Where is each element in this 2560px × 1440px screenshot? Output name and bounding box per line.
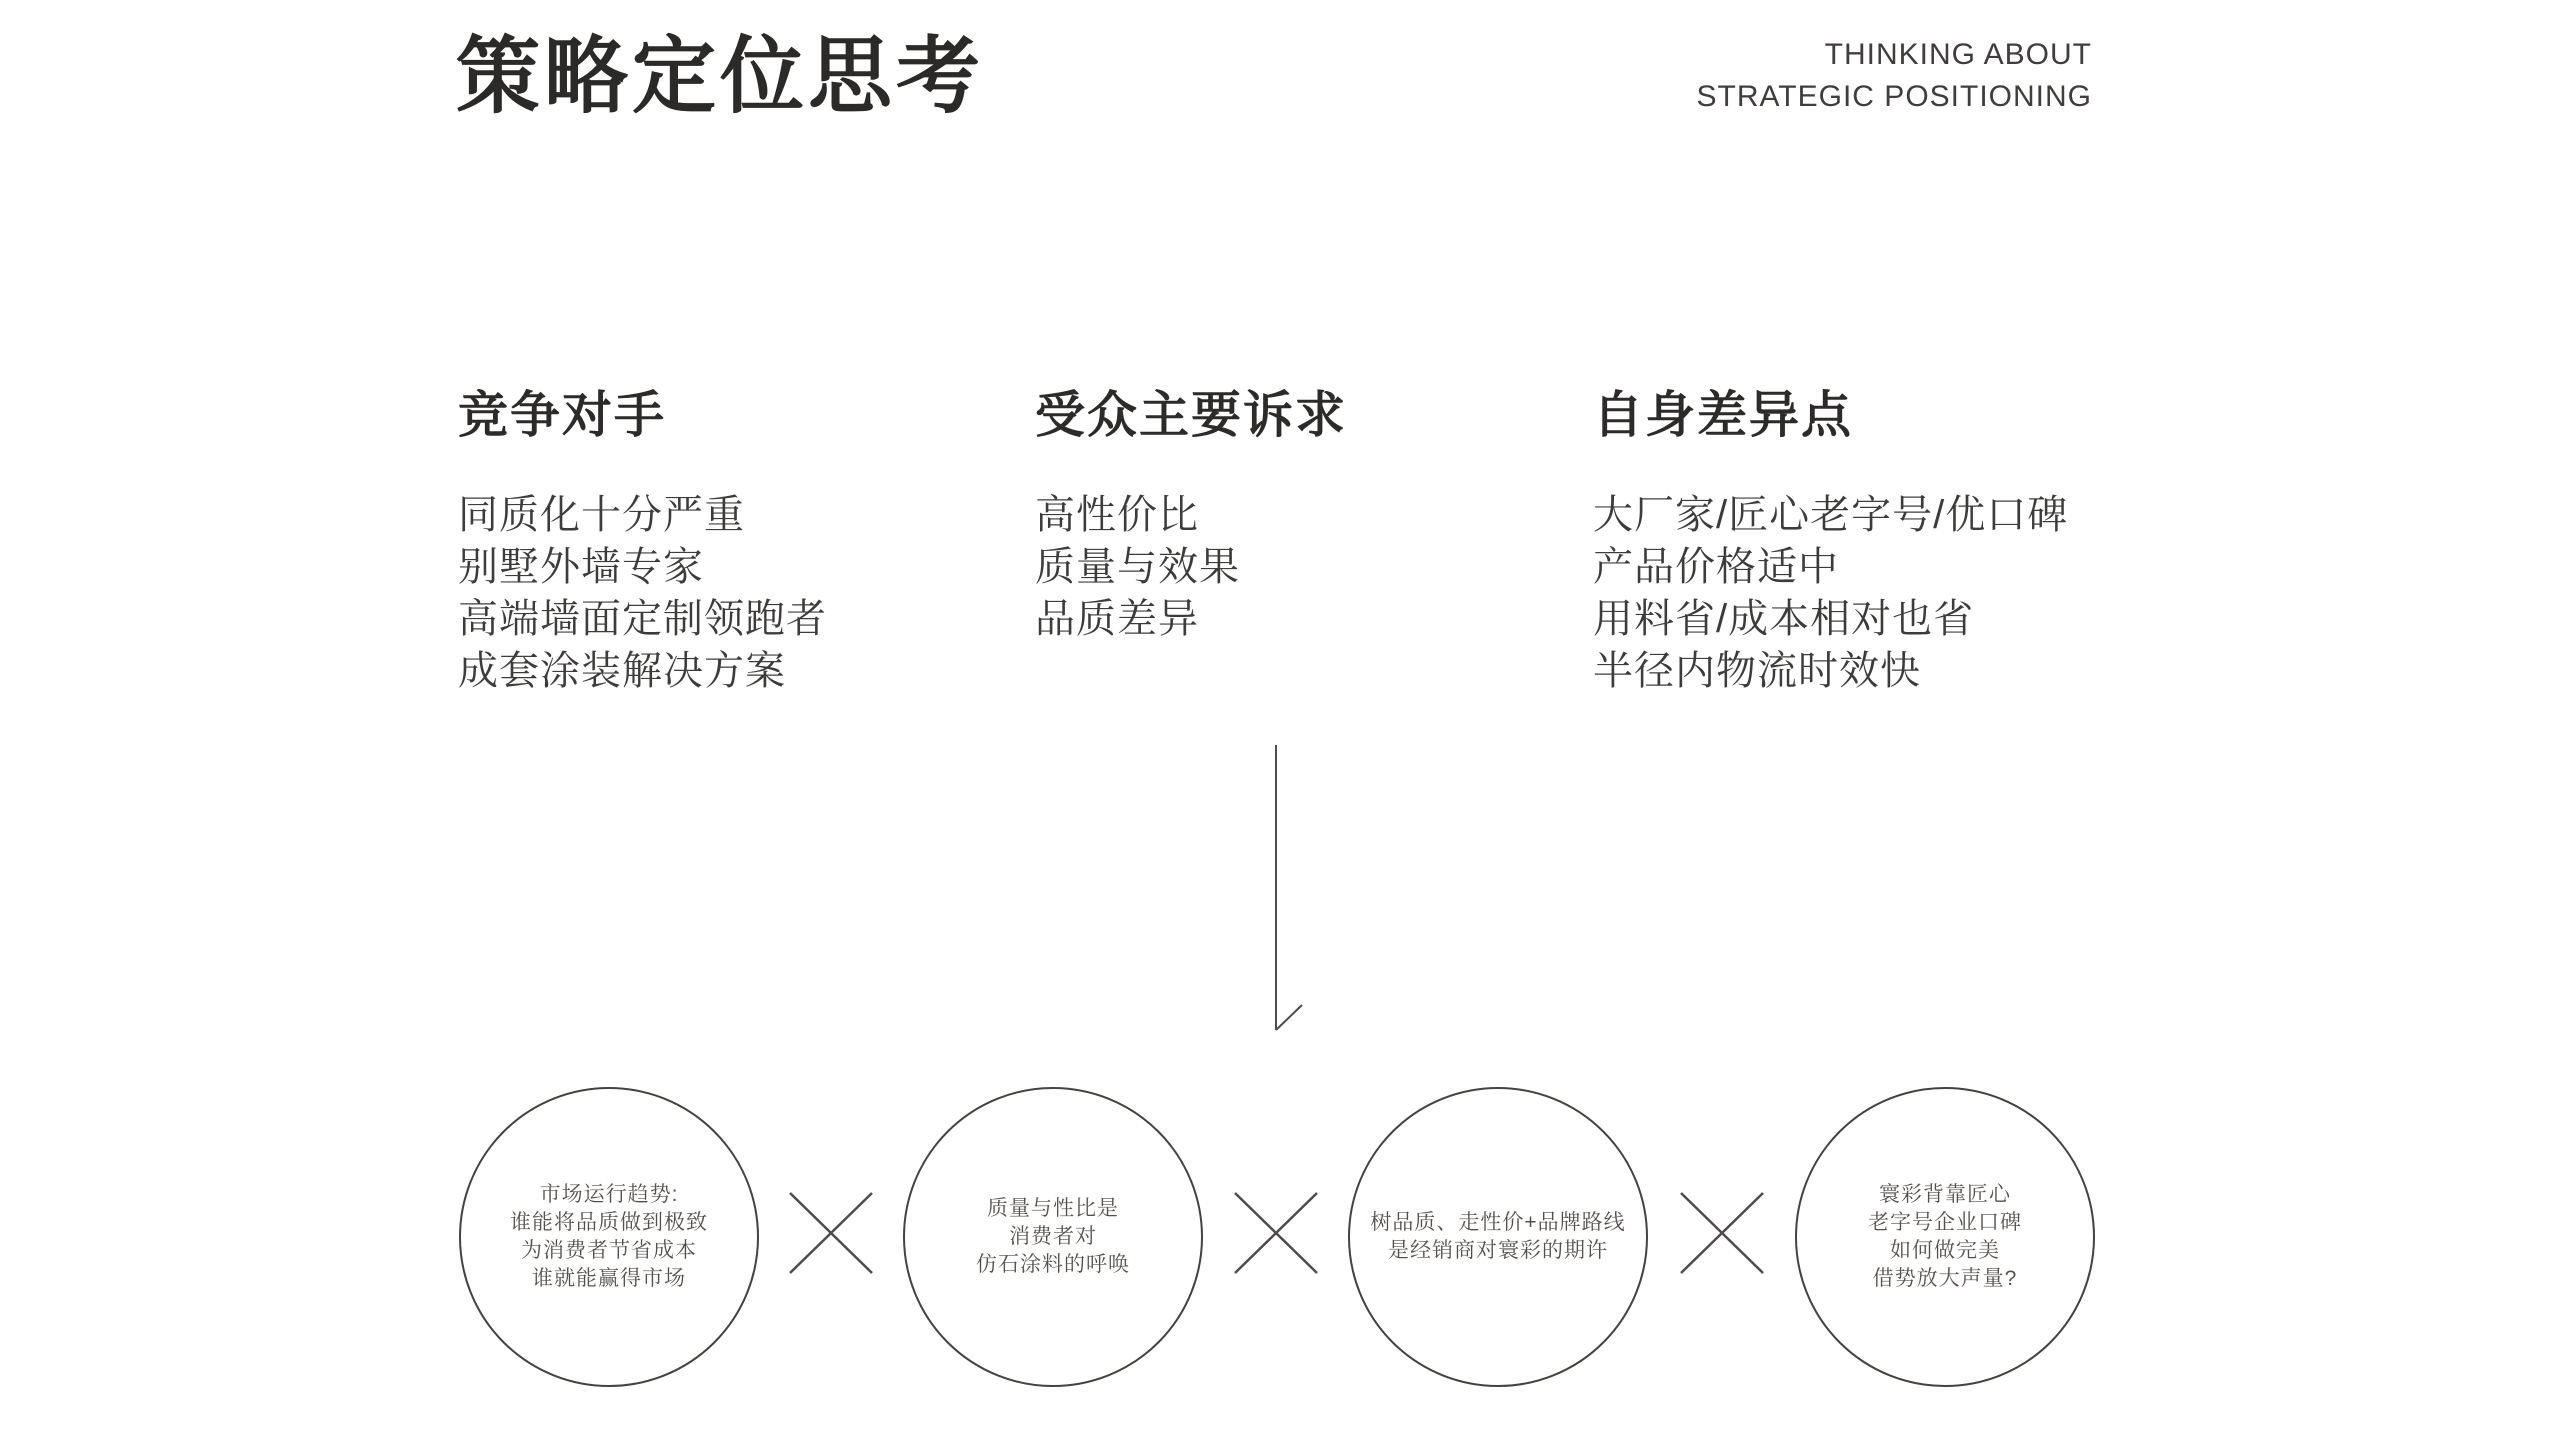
insight-circle-consumer-call	[903, 1087, 1203, 1387]
insight-text: 寰彩背靠匠心 老字号企业口碑 如何做完美 借势放大声量?	[1868, 1183, 2022, 1290]
down-arrow-icon	[1262, 742, 1318, 1038]
column-item: 品质差异	[1035, 597, 1199, 641]
column-item: 别墅外墙专家	[458, 545, 704, 589]
column-self-differentiation	[1593, 385, 2068, 697]
insight-circle-brand-leverage	[1795, 1087, 2095, 1387]
column-item: 用料省/成本相对也省	[1593, 597, 1975, 641]
x-separator-icon	[1232, 1190, 1320, 1276]
column-item: 高端墙面定制领跑者	[458, 597, 827, 641]
column-heading: 竞争对手	[458, 387, 666, 443]
insight-circle-market-trend	[459, 1087, 759, 1387]
column-item: 同质化十分严重	[458, 493, 745, 537]
column-item: 产品价格适中	[1593, 545, 1839, 589]
column-heading: 受众主要诉求	[1035, 387, 1347, 443]
x-separator-icon	[787, 1190, 875, 1276]
insight-circle-dealer-expectation	[1348, 1087, 1648, 1387]
insight-text: 树品质、走性价+品牌路线 是经销商对寰彩的期许	[1370, 1211, 1626, 1262]
insight-text: 质量与性比是 消费者对 仿石涂料的呼唤	[976, 1197, 1130, 1276]
column-competitors	[458, 385, 827, 697]
column-item: 大厂家/匠心老字号/优口碑	[1593, 493, 2069, 537]
column-item: 质量与效果	[1035, 545, 1240, 589]
subtitle-en	[1697, 34, 2092, 118]
insight-text: 市场运行趋势: 谁能将品质做到极致 为消费者节省成本 谁就能赢得市场	[510, 1183, 708, 1290]
page-title: 策略定位思考	[456, 29, 985, 123]
column-item: 半径内物流时效快	[1593, 649, 1921, 693]
column-audience-demands	[1035, 385, 1347, 645]
column-item: 高性价比	[1035, 493, 1199, 537]
column-item: 成套涂装解决方案	[458, 649, 786, 693]
column-heading: 自身差异点	[1593, 387, 1853, 443]
subtitle-line-1: THINKING ABOUT	[1824, 38, 2092, 71]
x-separator-icon	[1678, 1190, 1766, 1276]
subtitle-line-2: STRATEGIC POSITIONING	[1696, 80, 2092, 113]
